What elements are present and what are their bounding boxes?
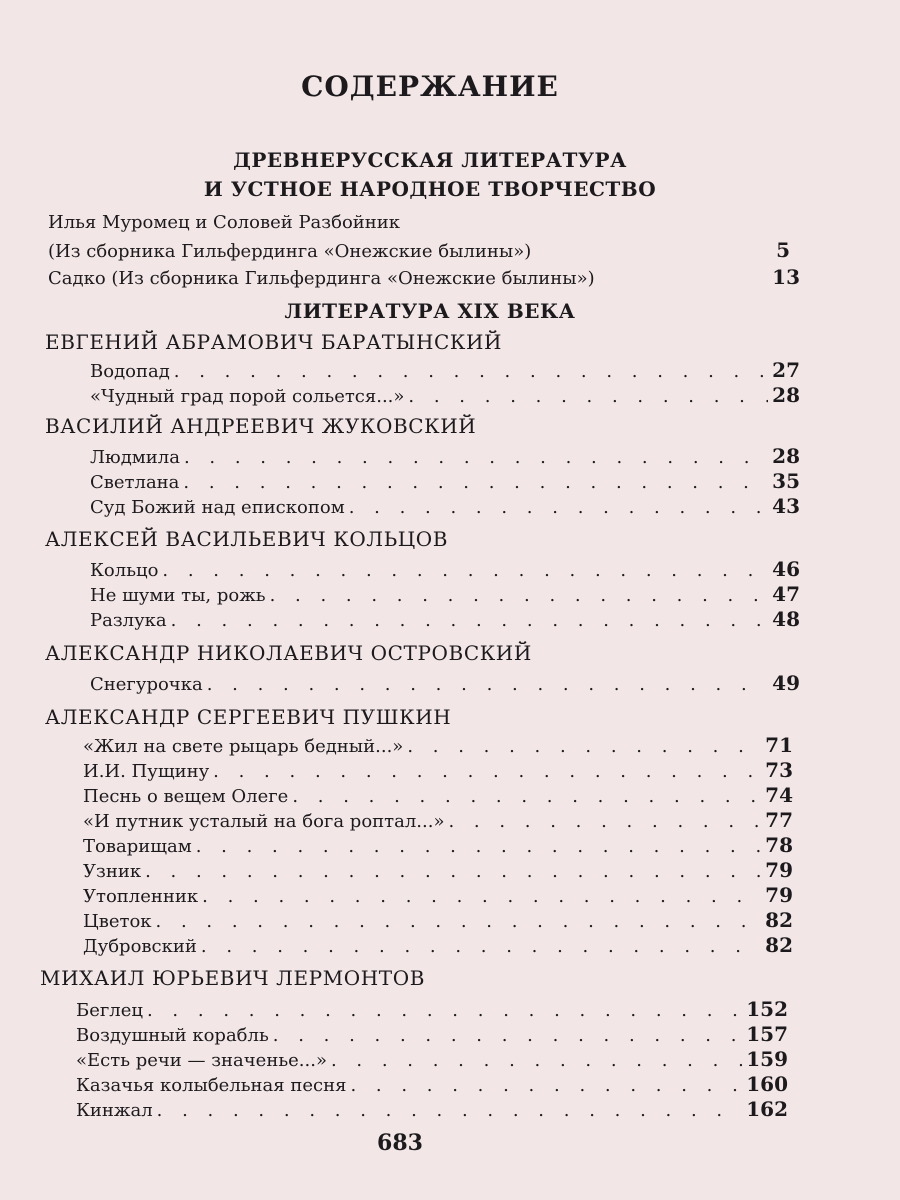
toc-entry-label: Снегурочка — [90, 674, 203, 695]
toc-entry — [90, 358, 800, 382]
toc-entry — [90, 582, 800, 606]
toc-entry-page: 74 — [765, 783, 793, 807]
toc-entry-label: Светлана — [90, 472, 180, 493]
toc-entry — [83, 758, 793, 782]
author-name: АЛЕКСЕЙ ВАСИЛЬЕВИЧ КОЛЬЦОВ — [45, 527, 449, 551]
toc-entry-label: Узник — [83, 861, 142, 882]
toc-entry — [83, 783, 793, 807]
dot-leader — [202, 886, 761, 907]
toc-entry-label: Цветок — [83, 911, 152, 932]
toc-entry — [83, 858, 793, 882]
author-name: МИХАИЛ ЮРЬЕВИЧ ЛЕРМОНТОВ — [40, 966, 426, 990]
toc-entry-label: Разлука — [90, 610, 167, 631]
toc-entry — [76, 1022, 788, 1046]
toc-entry-label: Песнь о вещем Олеге — [83, 786, 289, 807]
toc-entry-label: Водопад — [90, 361, 170, 382]
toc-entry-label: Товарищам — [83, 836, 192, 857]
toc-entry-page: 157 — [746, 1022, 788, 1046]
dot-leader — [201, 936, 761, 957]
author-name: АЛЕКСАНДР СЕРГЕЕВИЧ ПУШКИН — [45, 705, 452, 729]
dot-leader — [156, 911, 762, 932]
toc-entry-page: 13 — [772, 265, 800, 289]
toc-entry — [90, 557, 800, 581]
dot-leader — [162, 560, 768, 581]
dot-leader — [350, 1075, 742, 1096]
toc-entry-label: «Жил на свете рыцарь бедный...» — [83, 736, 404, 757]
toc-entry-page: 35 — [772, 469, 800, 493]
toc-entry-page: 82 — [765, 908, 793, 932]
dot-leader — [183, 472, 768, 493]
toc-entry-ilya — [48, 238, 790, 262]
toc-entry-label: (Из сборника Гильфердинга «Онежские былины») — [48, 241, 532, 262]
toc-entry-page: 159 — [746, 1047, 788, 1071]
dot-leader — [408, 386, 768, 407]
dot-leader — [145, 861, 761, 882]
dot-leader — [171, 610, 768, 631]
toc-entry — [83, 808, 793, 832]
toc-entry — [90, 469, 800, 493]
toc-entry-label: Воздушный корабль — [76, 1025, 269, 1046]
author-name: ЕВГЕНИЙ АБРАМОВИЧ БАРАТЫНСКИЙ — [45, 330, 503, 354]
dot-leader — [331, 1050, 742, 1071]
toc-entry-page: 49 — [772, 671, 800, 695]
toc-entry-page: 82 — [765, 933, 793, 957]
toc-entry-ilya-line1: Илья Муромец и Соловей Разбойник — [48, 212, 401, 233]
toc-entry — [83, 933, 793, 957]
toc-entry-page: 78 — [765, 833, 793, 857]
toc-entry — [76, 1047, 788, 1071]
toc-entry-label: Казачья колыбельная песня — [76, 1075, 347, 1096]
dot-leader — [147, 1000, 742, 1021]
toc-entry-page: 47 — [772, 582, 800, 606]
section-heading-folk-line1: ДРЕВНЕРУССКАЯ ЛИТЕРАТУРА — [233, 148, 627, 172]
toc-entry — [83, 908, 793, 932]
toc-entry-page: 43 — [772, 494, 800, 518]
toc-entry-page: 162 — [746, 1097, 788, 1121]
section-heading-19th: ЛИТЕРАТУРА XIX ВЕКА — [284, 299, 576, 323]
toc-entry — [83, 733, 793, 757]
toc-entry-page: 77 — [765, 808, 793, 832]
toc-entry-page: 73 — [765, 758, 793, 782]
dot-leader — [273, 1025, 743, 1046]
toc-entry-page: 27 — [772, 358, 800, 382]
toc-entry-label: Дубровский — [83, 936, 197, 957]
toc-entry-label: Утопленник — [83, 886, 199, 907]
toc-entry-page: 28 — [772, 383, 800, 407]
toc-entry-page: 79 — [765, 883, 793, 907]
dot-leader — [292, 786, 761, 807]
dot-leader — [196, 836, 761, 857]
toc-entry-label: «Есть речи — значенье...» — [76, 1050, 327, 1071]
dot-leader — [174, 361, 768, 382]
dot-leader — [270, 585, 769, 606]
toc-entry-label: «И путник усталый на бога роптал...» — [83, 811, 445, 832]
dot-leader — [213, 761, 761, 782]
dot-leader — [349, 497, 768, 518]
toc-entry-label: Суд Божий над епископом — [90, 497, 345, 518]
toc-entry — [83, 833, 793, 857]
toc-entry-page: 160 — [746, 1072, 788, 1096]
toc-entry-page: 48 — [772, 607, 800, 631]
toc-entry — [90, 671, 800, 695]
dot-leader — [157, 1100, 743, 1121]
toc-entry — [90, 607, 800, 631]
toc-entry-label: Не шуми ты, рожь — [90, 585, 266, 606]
dot-leader — [184, 447, 768, 468]
toc-entry-page: 71 — [765, 733, 793, 757]
page-title: СОДЕРЖАНИЕ — [301, 70, 559, 103]
toc-entry-page: 46 — [772, 557, 800, 581]
toc-entry — [83, 883, 793, 907]
toc-entry-label: Людмила — [90, 447, 180, 468]
toc-entry-page: 79 — [765, 858, 793, 882]
author-name: ВАСИЛИЙ АНДРЕЕВИЧ ЖУКОВСКИЙ — [45, 414, 477, 438]
toc-entry — [90, 444, 800, 468]
toc-entry-page: 152 — [746, 997, 788, 1021]
dot-leader — [407, 736, 761, 757]
section-heading-folk-line2: И УСТНОЕ НАРОДНОЕ ТВОРЧЕСТВО — [203, 177, 657, 201]
toc-entry-page: 5 — [776, 238, 790, 262]
toc-entry-label: Беглец — [76, 1000, 143, 1021]
toc-entry — [76, 1097, 788, 1121]
toc-entry-page: 28 — [772, 444, 800, 468]
dot-leader — [207, 674, 768, 695]
toc-entry — [76, 1072, 788, 1096]
toc-entry — [90, 494, 800, 518]
toc-entry-sadko — [48, 265, 800, 289]
toc-entry — [76, 997, 788, 1021]
toc-entry-label: Кольцо — [90, 560, 159, 581]
page-number: 683 — [377, 1130, 423, 1156]
toc-entry-label: «Чудный град порой сольется...» — [90, 386, 405, 407]
toc-entry-label: И.И. Пущину — [83, 761, 210, 782]
toc-entry-label: Садко (Из сборника Гильфердинга «Онежские былины») — [48, 268, 595, 289]
author-name: АЛЕКСАНДР НИКОЛАЕВИЧ ОСТРОВСКИЙ — [45, 641, 532, 665]
dot-leader — [448, 811, 761, 832]
toc-entry-label: Кинжал — [76, 1100, 153, 1121]
toc-entry — [90, 383, 800, 407]
